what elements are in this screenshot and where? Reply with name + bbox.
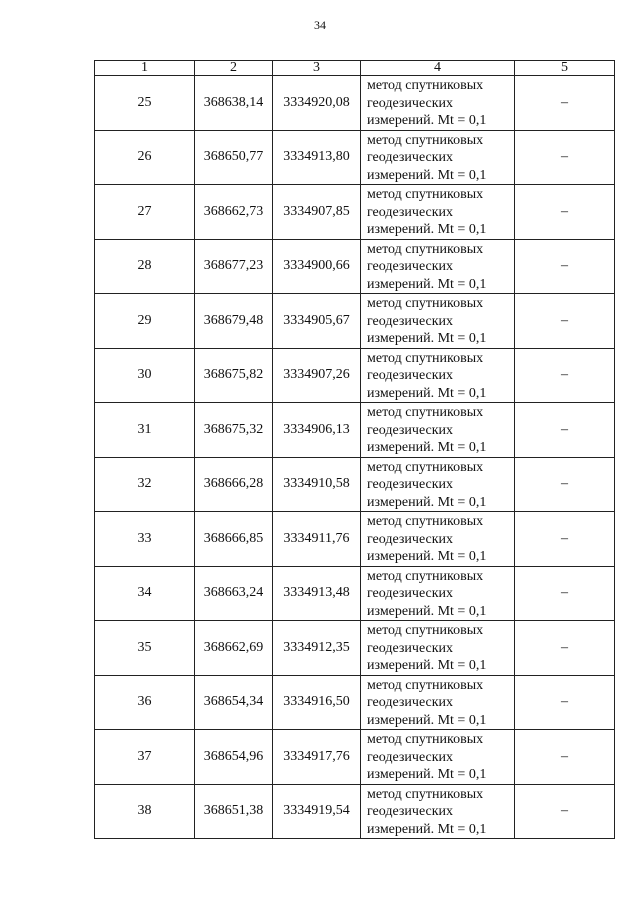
method-cell	[361, 730, 515, 785]
method-text-line: геодезических	[367, 586, 454, 601]
table-row	[95, 239, 615, 294]
point-number-cell: 32	[95, 457, 195, 512]
point-number-cell: 35	[95, 621, 195, 676]
method-text-line: метод спутниковых	[367, 568, 484, 584]
method-text-line: измерений. Mt = 0,1	[367, 821, 487, 837]
point-number-cell: 38	[95, 784, 195, 839]
column-header-5: 5	[515, 61, 615, 76]
x-coordinate-cell: 368675,32	[195, 403, 273, 458]
column-header-4: 4	[361, 61, 515, 76]
point-number-cell: 34	[95, 566, 195, 621]
x-coordinate-cell: 368666,28	[195, 457, 273, 512]
description-cell: –	[515, 512, 615, 567]
description-cell: –	[515, 457, 615, 512]
point-number-cell: 26	[95, 130, 195, 185]
method-cell	[361, 512, 515, 567]
method-cell	[361, 675, 515, 730]
method-text-line: измерений. Mt = 0,1	[367, 603, 487, 619]
method-cell	[361, 294, 515, 349]
table-row	[95, 784, 615, 839]
method-text-line: геодезических	[367, 422, 454, 438]
method-text-line: метод спутниковых	[367, 405, 484, 420]
method-text-line: геодезических	[367, 150, 454, 165]
method-text-line: метод спутниковых	[367, 459, 484, 475]
method-cell	[361, 784, 515, 839]
method-cell	[361, 621, 515, 676]
y-coordinate-cell: 3334916,50	[273, 675, 361, 730]
method-text-line: геодезических	[367, 368, 454, 383]
method-text-line: метод спутниковых	[367, 187, 484, 202]
table-row	[95, 566, 615, 621]
column-header-3: 3	[273, 61, 361, 76]
description-cell: –	[515, 403, 615, 458]
y-coordinate-cell: 3334920,08	[273, 76, 361, 131]
x-coordinate-cell: 368675,82	[195, 348, 273, 403]
table-row	[95, 294, 615, 349]
method-text-line: метод спутниковых	[367, 514, 484, 529]
point-number-cell: 31	[95, 403, 195, 458]
method-cell	[361, 566, 515, 621]
method-text-line: измерений. Mt = 0,1	[367, 222, 487, 237]
y-coordinate-cell: 3334907,26	[273, 348, 361, 403]
method-cell	[361, 130, 515, 185]
point-number-cell: 30	[95, 348, 195, 403]
method-text-line: измерений. Mt = 0,1	[367, 658, 487, 673]
y-coordinate-cell: 3334919,54	[273, 784, 361, 839]
description-cell: –	[515, 185, 615, 240]
method-text-line: геодезических	[367, 749, 454, 765]
method-text-line: геодезических	[367, 531, 454, 547]
table-row	[95, 130, 615, 185]
x-coordinate-cell: 368651,38	[195, 784, 273, 839]
method-text-line: геодезических	[367, 477, 454, 492]
x-coordinate-cell: 368662,73	[195, 185, 273, 240]
method-text-line: измерений. Mt = 0,1	[367, 712, 487, 728]
description-cell: –	[515, 784, 615, 839]
method-text-line: измерений. Mt = 0,1	[367, 494, 487, 510]
method-text-line: измерений. Mt = 0,1	[367, 440, 487, 455]
method-text-line: метод спутниковых	[367, 296, 484, 311]
point-number-cell: 29	[95, 294, 195, 349]
point-number-cell: 27	[95, 185, 195, 240]
table-row	[95, 76, 615, 131]
method-text-line: метод спутниковых	[367, 732, 484, 747]
method-text-line: метод спутниковых	[367, 786, 484, 802]
table-row	[95, 730, 615, 785]
page-number: 34	[314, 18, 326, 32]
x-coordinate-cell: 368650,77	[195, 130, 273, 185]
column-header-1: 1	[95, 61, 195, 76]
table-header-row	[95, 61, 615, 76]
description-cell: –	[515, 675, 615, 730]
description-cell: –	[515, 294, 615, 349]
table-row	[95, 512, 615, 567]
description-cell: –	[515, 566, 615, 621]
x-coordinate-cell: 368654,96	[195, 730, 273, 785]
description-cell: –	[515, 239, 615, 294]
y-coordinate-cell: 3334913,80	[273, 130, 361, 185]
column-header-2: 2	[195, 61, 273, 76]
y-coordinate-cell: 3334905,67	[273, 294, 361, 349]
x-coordinate-cell: 368638,14	[195, 76, 273, 131]
method-text-line: геодезических	[367, 204, 454, 220]
x-coordinate-cell: 368679,48	[195, 294, 273, 349]
method-cell	[361, 348, 515, 403]
method-text-line: метод спутниковых	[367, 350, 484, 366]
coordinates-table	[94, 60, 615, 839]
method-text-line: геодезических	[367, 640, 454, 656]
method-text-line: метод спутниковых	[367, 677, 484, 693]
method-text-line: геодезических	[367, 95, 454, 111]
y-coordinate-cell: 3334912,35	[273, 621, 361, 676]
x-coordinate-cell: 368677,23	[195, 239, 273, 294]
y-coordinate-cell: 3334913,48	[273, 566, 361, 621]
point-number-cell: 37	[95, 730, 195, 785]
table-row	[95, 621, 615, 676]
table-row	[95, 457, 615, 512]
table-row	[95, 185, 615, 240]
description-cell: –	[515, 130, 615, 185]
method-text-line: измерений. Mt = 0,1	[367, 767, 487, 782]
point-number-cell: 25	[95, 76, 195, 131]
y-coordinate-cell: 3334910,58	[273, 457, 361, 512]
method-text-line: метод спутниковых	[367, 623, 484, 638]
x-coordinate-cell: 368666,85	[195, 512, 273, 567]
y-coordinate-cell: 3334906,13	[273, 403, 361, 458]
method-cell	[361, 76, 515, 131]
y-coordinate-cell: 3334900,66	[273, 239, 361, 294]
table-row	[95, 403, 615, 458]
table-row	[95, 348, 615, 403]
x-coordinate-cell: 368662,69	[195, 621, 273, 676]
y-coordinate-cell: 3334917,76	[273, 730, 361, 785]
description-cell: –	[515, 621, 615, 676]
table-row	[95, 675, 615, 730]
method-text-line: измерений. Mt = 0,1	[367, 385, 487, 401]
method-text-line: метод спутниковых	[367, 241, 484, 257]
method-text-line: измерений. Mt = 0,1	[367, 331, 487, 346]
description-cell: –	[515, 348, 615, 403]
y-coordinate-cell: 3334911,76	[273, 512, 361, 567]
point-number-cell: 28	[95, 239, 195, 294]
method-text-line: измерений. Mt = 0,1	[367, 276, 487, 292]
method-text-line: измерений. Mt = 0,1	[367, 113, 487, 128]
y-coordinate-cell: 3334907,85	[273, 185, 361, 240]
method-cell	[361, 457, 515, 512]
point-number-cell: 33	[95, 512, 195, 567]
method-text-line: геодезических	[367, 695, 454, 710]
method-text-line: измерений. Mt = 0,1	[367, 167, 487, 183]
x-coordinate-cell: 368663,24	[195, 566, 273, 621]
method-cell	[361, 403, 515, 458]
method-text-line: геодезических	[367, 804, 454, 819]
method-cell	[361, 239, 515, 294]
method-text-line: метод спутниковых	[367, 132, 484, 148]
method-text-line: геодезических	[367, 259, 454, 274]
description-cell: –	[515, 76, 615, 131]
method-text-line: геодезических	[367, 313, 454, 329]
method-text-line: метод спутниковых	[367, 78, 484, 93]
method-text-line: измерений. Mt = 0,1	[367, 549, 487, 564]
point-number-cell: 36	[95, 675, 195, 730]
description-cell: –	[515, 730, 615, 785]
x-coordinate-cell: 368654,34	[195, 675, 273, 730]
method-cell	[361, 185, 515, 240]
